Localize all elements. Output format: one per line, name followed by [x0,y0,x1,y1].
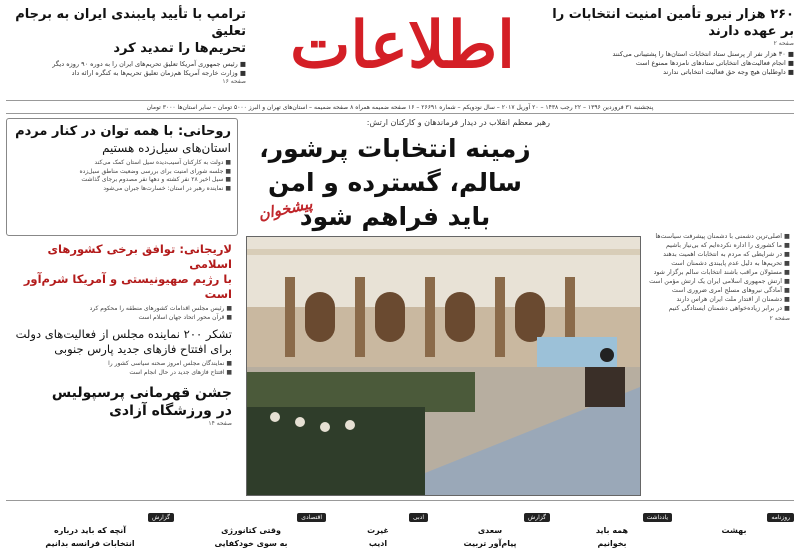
story-line: ■ نمایندگان مجلس امروز صحنه سیاسی کشور را [108,360,232,367]
teaser-tag: یادداشت [643,513,672,522]
top-right-headline-1: ۲۶۰ هزار نیرو تأمین امنیت انتخابات را [552,7,794,22]
teaser-sub: ادیب [368,539,388,548]
right-column[interactable] [644,230,794,495]
meeting-hall-image [246,237,640,496]
story-line: ■ ما کشوری را اداره نکرده‌ایم که بی‌نیاز باشیم [665,242,790,249]
rouhani-story[interactable] [6,118,238,236]
teaser-title: آنچه که باید درباره [54,526,126,535]
page-ref: صفحه ۱۴ [208,420,232,427]
teaser-sub: انتخابات فرانسه بدانیم [45,539,135,548]
teaser-6[interactable] [6,504,174,557]
top-right-bullet: ■ ۳۰ هزار نفر از پرسنل ستاد انتخابات استان‌ها را پشتیبانی می‌کنند [612,50,794,58]
story-line: ■ نماینده رهبر در استان: خسارت‌ها جبران می‌شود [103,184,231,192]
story-line: ■ تحریم‌ها به دلیل عدم پایبندی دشمنان است [671,260,790,267]
story-line: ■ آمادگی نیروهای مسلح امری ضروری است [671,287,790,294]
teaser-1[interactable] [674,504,794,557]
top-right-headline-2: بر عهده دارند [708,24,794,39]
top-left-headline-1: ترامپ با تأیید پایبندی ایران به برجام تعلیق [15,7,246,39]
teaser-title: سعدی [477,526,503,535]
teaser-3[interactable] [430,504,550,557]
teaser-title: همه باید [595,526,629,535]
dateline: پنجشنبه ۳۱ فروردین ۱۳۹۶ – ۲۲ رجب ۱۴۳۸ – ۲۰ آوریل ۲۰۱۷ – سال نودویکم – شماره ۲۶۶۹۱ – ۱۶ صفحه ضمیمه همراه ۸ صفحه ضمیمه – استان‌های تهران و البرز ۵۰۰۰ تومان – سایر استان‌ها ۳۰۰۰ تومان [6,100,794,114]
story-line: ■ اصلی‌ترین دشمنی با دشمنان پیشرفت سیاست‌ها [655,233,790,240]
teaser-tag: گزارش [524,513,550,522]
main-headline-1: زمینه انتخابات پرشور، سالم، گسترده و امن [259,134,531,197]
top-left-headline-2: تحریم‌ها را تمدید کرد [113,41,246,56]
bottom-teasers [6,500,794,557]
persepolis-story[interactable] [6,384,238,427]
story-line: ■ مسئولان مراقب باشند انتخابات سالم برگزار شود [653,269,790,276]
teaser-title: بهشت [721,526,747,535]
story-line: ■ دولت به کارکنان آسیب‌دیده سیل استان کمک می‌کند [94,159,231,166]
teaser-sub: پیام‌آور تربیت [463,539,517,548]
parliament-story[interactable] [6,327,238,380]
teaser-5[interactable] [176,504,326,557]
rouhani-kicker: روحانی: با همه توان در کنار مردم [15,124,231,139]
teaser-sub: به سوی خودکفایی [214,539,288,548]
teaser-title: غیرت [367,526,389,535]
main-photo[interactable] [246,236,641,496]
top-left-bullet: ■ وزارت خارجه آمریکا هم‌زمان تعلیق تحریم‌ها به کنگره ارائه داد [71,69,246,77]
persepolis-headline-1: جشن قهرمانی پرسپولیس [51,385,232,401]
masthead-logo: اطلاعات [290,8,515,83]
story-line: ■ دشمنان از اقتدار ملت ایران هراس دارند [676,296,790,303]
parliament-headline-2: برای افتتاح فازهای جدید پارس جنوبی [54,342,232,356]
story-line: ■ افتتاح فازهای جدید در حال انجام است [129,368,232,376]
top-left-story[interactable] [6,6,246,85]
pishkhan-stamp: پیشخوان [256,194,314,224]
larijani-story[interactable] [6,242,238,325]
persepolis-headline-2: در ورزشگاه آزادی [109,403,232,419]
larijani-headline-1: لاریجانی: توافق برخی کشورهای اسلامی [47,242,232,271]
top-right-bullet: ■ انجام فعالیت‌های انتخاباتی ستادهای نامزدها ممنوع است [635,59,794,67]
story-line: ■ ارتش جمهوری اسلامی ایران یک ارتش مؤمن است [649,278,790,285]
parliament-headline-1: تشکر ۲۰۰ نماینده مجلس از فعالیت‌های دولت [15,327,232,341]
left-column [6,118,238,498]
teaser-2[interactable] [552,504,672,557]
story-line: ■ سیل اخیر ۲۸ نفر کشته و دهها نفر مصدوم برجای گذاشت [81,176,231,183]
teaser-sub: بخوانیم [597,539,627,548]
main-headline[interactable] [240,132,550,234]
teaser-title: وقتی کتانورژی [221,526,281,535]
page-ref: صفحه ۲ [769,315,790,322]
page-ref: صفحه ۱۶ [222,78,246,85]
story-line: ■ در شرایطی که مردم به انتخابات اهمیت بدهند [663,251,790,258]
story-line: ■ قرآن محور اتحاد جهان اسلام است [138,313,232,321]
teaser-4[interactable] [328,504,428,557]
story-line: ■ جلسه شورای امنیت برای بررسی وضعیت مناطق سیل‌زده [79,167,231,175]
top-right-bullet: ■ داوطلبان هیچ وجه حق فعالیت انتخاباتی ندارند [663,68,794,76]
story-line: ■ رئیس مجلس اقدامات کشورهای منطقه را محکوم کرد [89,305,232,312]
top-right-story[interactable] [544,6,794,77]
main-headline-2: باید فراهم شود [299,202,491,231]
story-line: ■ در برابر زیاده‌خواهی دشمنان ایستادگی کنیم [668,305,790,312]
larijani-headline-2: با رژیم صهیونیستی و آمریکا شرم‌آور است [23,272,232,301]
page-ref: صفحه ۲ [773,40,794,47]
rouhani-kicker-2: استان‌های سیل‌زده هستیم [102,141,231,155]
teaser-tag: گزارش [148,513,174,522]
teaser-tag: ادبی [409,513,428,522]
teaser-tag: روزنامه [767,513,794,522]
top-left-bullet: ■ رئیس جمهوری آمریکا تعلیق تحریم‌های ایران را به دوره ۹۰ روزه دیگر [52,60,246,68]
main-kicker: رهبر معظم انقلاب در دیدار فرماندهان و کارکنان ارتش: [366,118,550,127]
teaser-tag: اقتصادی [297,513,326,522]
